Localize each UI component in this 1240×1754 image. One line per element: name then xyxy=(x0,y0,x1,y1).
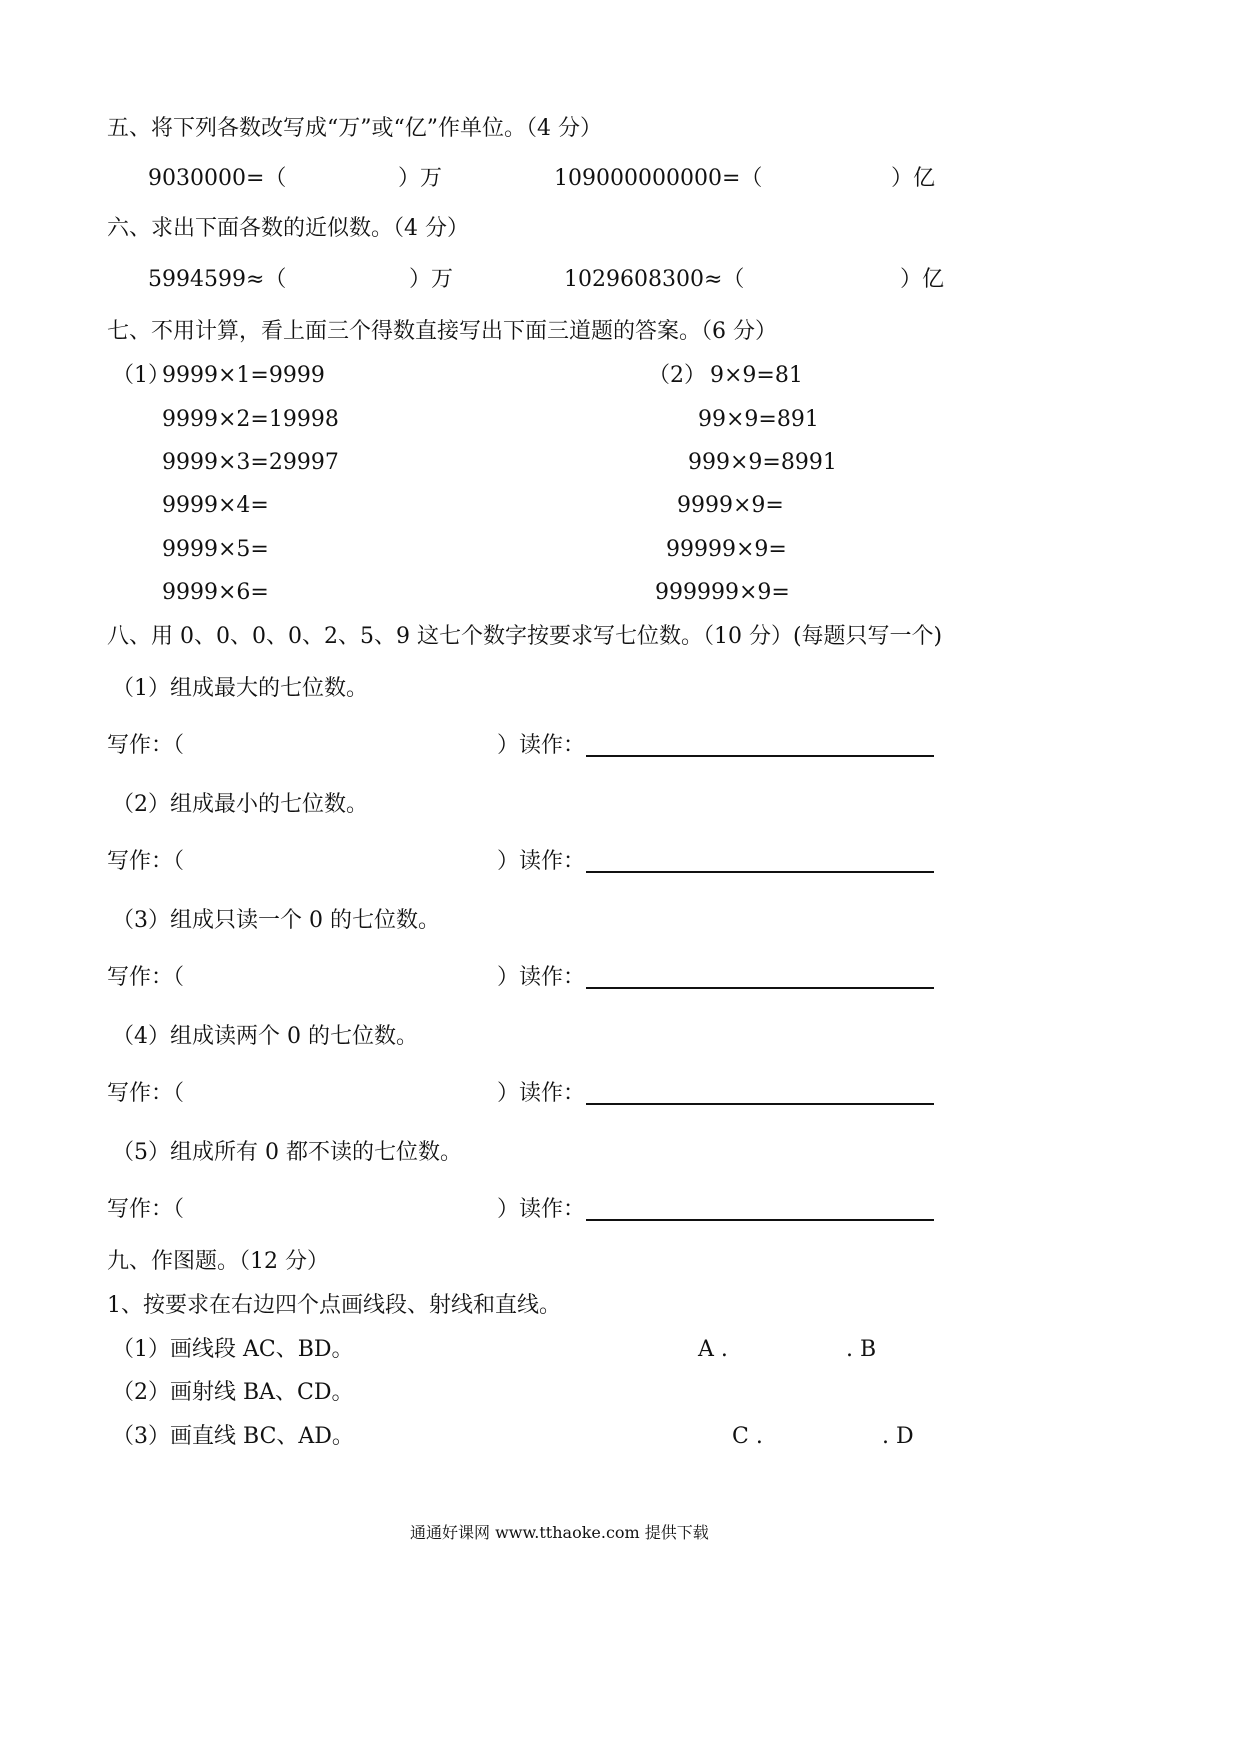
sec7-left-line: 9999×2=19998 xyxy=(162,407,339,432)
sec8-item-prompt: （3）组成只读一个 0 的七位数。 xyxy=(112,908,440,933)
sec7-right-line: 999×9=8991 xyxy=(688,450,837,475)
point-c: C . xyxy=(732,1424,763,1449)
write-label: 写作：（ xyxy=(107,965,185,990)
sec9-item: （1）画线段 AC、BD。 xyxy=(112,1337,354,1362)
section-9-title: 九、作图题。（12 分） xyxy=(107,1249,329,1274)
read-label: ）读作： xyxy=(497,849,586,874)
sec8-item-prompt: （5）组成所有 0 都不读的七位数。 xyxy=(112,1140,462,1165)
sec7-right-label: （2） xyxy=(648,363,706,388)
section-6-title: 六、求出下面各数的近似数。（4 分） xyxy=(107,216,469,241)
sec7-right-line: 9999×9= xyxy=(677,493,784,518)
sec7-left-line: 9999×1=9999 xyxy=(162,363,325,388)
sec5-q2-right: ）亿 xyxy=(891,166,936,191)
sec8-item-prompt: （2）组成最小的七位数。 xyxy=(112,792,368,817)
answer-line[interactable] xyxy=(586,987,934,989)
write-label: 写作：（ xyxy=(107,849,185,874)
sec9-item: （2）画射线 BA、CD。 xyxy=(112,1380,354,1405)
sec5-q2-left: 109000000000=（ xyxy=(554,166,763,191)
sec7-right-line: 99999×9= xyxy=(666,537,787,562)
sec7-right-line: 999999×9= xyxy=(655,580,790,605)
sec5-q1-left: 9030000=（ xyxy=(148,166,287,191)
answer-line[interactable] xyxy=(586,755,934,757)
sec9-sub1: 1、按要求在右边四个点画线段、射线和直线。 xyxy=(107,1293,561,1318)
section-8-title: 八、用 0、0、0、0、2、5、9 这七个数字按要求写七位数。（10 分）(每题只写一个) xyxy=(107,624,943,649)
point-a: A . xyxy=(698,1337,728,1362)
sec7-right-line: 99×9=891 xyxy=(698,407,819,432)
sec5-q1-right: ）万 xyxy=(398,166,443,191)
answer-line[interactable] xyxy=(586,871,934,873)
sec6-q1-right: ）万 xyxy=(409,267,454,292)
sec7-left-line: 9999×5= xyxy=(162,537,269,562)
sec7-left-line: 9999×4= xyxy=(162,493,269,518)
read-label: ）读作： xyxy=(497,733,586,758)
sec7-left-line: 9999×3=29997 xyxy=(162,450,339,475)
sec6-q1-left: 5994599≈（ xyxy=(148,267,287,292)
read-label: ）读作： xyxy=(497,1081,586,1106)
sec9-item: （3）画直线 BC、AD。 xyxy=(112,1424,354,1449)
read-label: ）读作： xyxy=(497,965,586,990)
point-b: . B xyxy=(846,1337,877,1362)
sec8-item-prompt: （4）组成读两个 0 的七位数。 xyxy=(112,1024,418,1049)
sec7-left-label: （1） xyxy=(112,363,170,388)
sec7-left-line: 9999×6= xyxy=(162,580,269,605)
sec8-item-prompt: （1）组成最大的七位数。 xyxy=(112,676,368,701)
answer-line[interactable] xyxy=(586,1219,934,1221)
point-d: . D xyxy=(882,1424,914,1449)
write-label: 写作：（ xyxy=(107,733,185,758)
sec7-right-line: 9×9=81 xyxy=(710,363,803,388)
write-label: 写作：（ xyxy=(107,1197,185,1222)
section-5-title: 五、将下列各数改写成“万”或“亿”作单位。（4 分） xyxy=(107,116,602,141)
read-label: ）读作： xyxy=(497,1197,586,1222)
answer-line[interactable] xyxy=(586,1103,934,1105)
sec6-q2-right: ）亿 xyxy=(900,267,945,292)
page-footer: 通通好课网 www.tthaoke.com 提供下载 xyxy=(410,1523,709,1542)
section-7-title: 七、不用计算，看上面三个得数直接写出下面三道题的答案。（6 分） xyxy=(107,319,777,344)
write-label: 写作：（ xyxy=(107,1081,185,1106)
sec6-q2-left: 1029608300≈（ xyxy=(564,267,745,292)
